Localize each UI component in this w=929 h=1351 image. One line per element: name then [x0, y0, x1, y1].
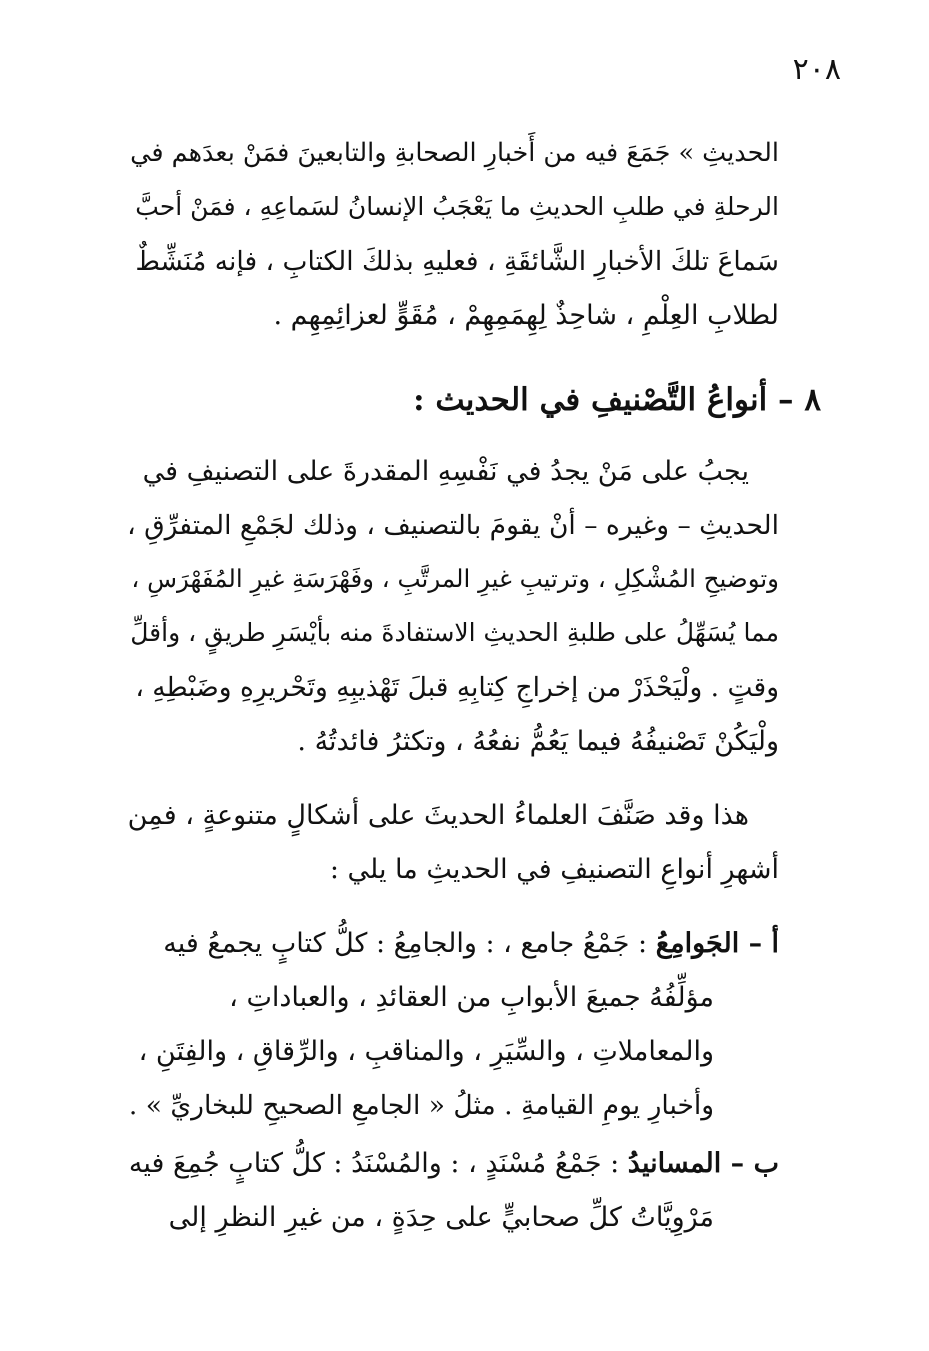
paragraph-1-line-1: الحديثِ » جَمَعَ فيه من أَخبارِ الصحابةِ والتابعينَ فمَنْ بعدَهم في	[130, 138, 779, 168]
item-b-lead: ب – المسانيدُ	[627, 1148, 779, 1179]
paragraph-1-line-4: لطلابِ العِلْمِ ، شاحِذٌ لِهِمَمِهِمْ ، مُقَوٍّ لعزائِمِهِم .	[273, 300, 779, 331]
paragraph-2-line-3: وتوضيحِ المُشْكِلِ ، وترتيبِ غيرِ المرتَّبِ ، وفَهْرَسَةِ غيرِ المُفَهْرَسِ ،	[131, 564, 779, 593]
item-b-line-2: مَرْوِيَّاتُ كلِّ صحابيٍّ على حِدَةٍ ، من غيرِ النظرِ إلى	[168, 1202, 714, 1233]
paragraph-2-line-2: الحديثِ – وغيره – أنْ يقومَ بالتصنيف ، وذلك لجَمْعِ المتفرِّقِ ،	[127, 510, 779, 541]
paragraph-2-line-4: مما يُسَهِّلُ على طلبةِ الحديثِ الاستفادةَ منه بأيْسَرِ طريقٍ ، وأقلِّ	[130, 618, 779, 647]
paragraph-1-line-2: الرحلةِ في طلبِ الحديثِ ما يَعْجَبُ الإنسانُ لسَماعِهِ ، فمَنْ أحبَّ	[135, 192, 779, 221]
item-a-line-2: مؤلِّفُهُ جميعَ الأبوابِ من العقائدِ ، والعباداتِ ،	[229, 982, 714, 1013]
item-b-line-1	[129, 1148, 779, 1180]
item-b-rest: : جَمْعُ مُسْنَدٍ ، : والمُسْنَدُ : كلُّ كتابٍ جُمِعَ فيه	[128, 1148, 628, 1179]
item-a-line-3: والمعاملاتِ ، والسِّيَرِ ، والمناقبِ ، والرِّقاقِ ، والفِتَنِ ،	[138, 1036, 714, 1067]
section-heading: ٨ – أنواعُ التَّصْنيفِ في الحديث :	[413, 382, 821, 418]
item-a-lead: أ – الجَوامِعُ	[655, 928, 779, 959]
paragraph-2-line-5: وقتٍ . ولْيَحْذَرْ من إخراجِ كِتابِهِ قبلَ تَهْذيبِهِ وتَحْريرِهِ وضَبْطِهِ ،	[135, 672, 779, 703]
paragraph-2-line-6: ولْيَكُنْ تَصْنيفُهُ فيما يَعُمُّ نفعُهُ ، وتكثرُ فائدتُهُ .	[297, 726, 779, 757]
paragraph-3-line-1: هذا وقد صَنَّفَ العلماءُ الحديثَ على أشكالٍ متنوعةٍ ، فمِن	[127, 800, 749, 831]
page-number: ٢٠٨	[792, 52, 841, 87]
paragraph-1-line-3: سَماعَ تلكَ الأخبارِ الشَّائقَةِ ، فعليهِ بذلكَ الكتابِ ، فإنه مُنَشِّطٌ	[135, 246, 779, 277]
item-a-rest: : جَمْعُ جامع ، : والجامِعُ : كلُّ كتابٍ يجمعُ فيه	[163, 928, 656, 959]
item-a-line-4: وأخبارِ يومِ القيامةِ . مثلُ « الجامعِ الصحيحِ للبخاريِّ » .	[128, 1090, 714, 1121]
paragraph-2-line-1: يجبُ على مَنْ يجدُ في نَفْسِهِ المقدرةَ على التصنيفِ في	[142, 456, 749, 487]
item-a-line-1	[163, 928, 779, 960]
paragraph-3-line-2: أشهرِ أنواعِ التصنيفِ في الحديثِ ما يلي :	[329, 854, 779, 885]
